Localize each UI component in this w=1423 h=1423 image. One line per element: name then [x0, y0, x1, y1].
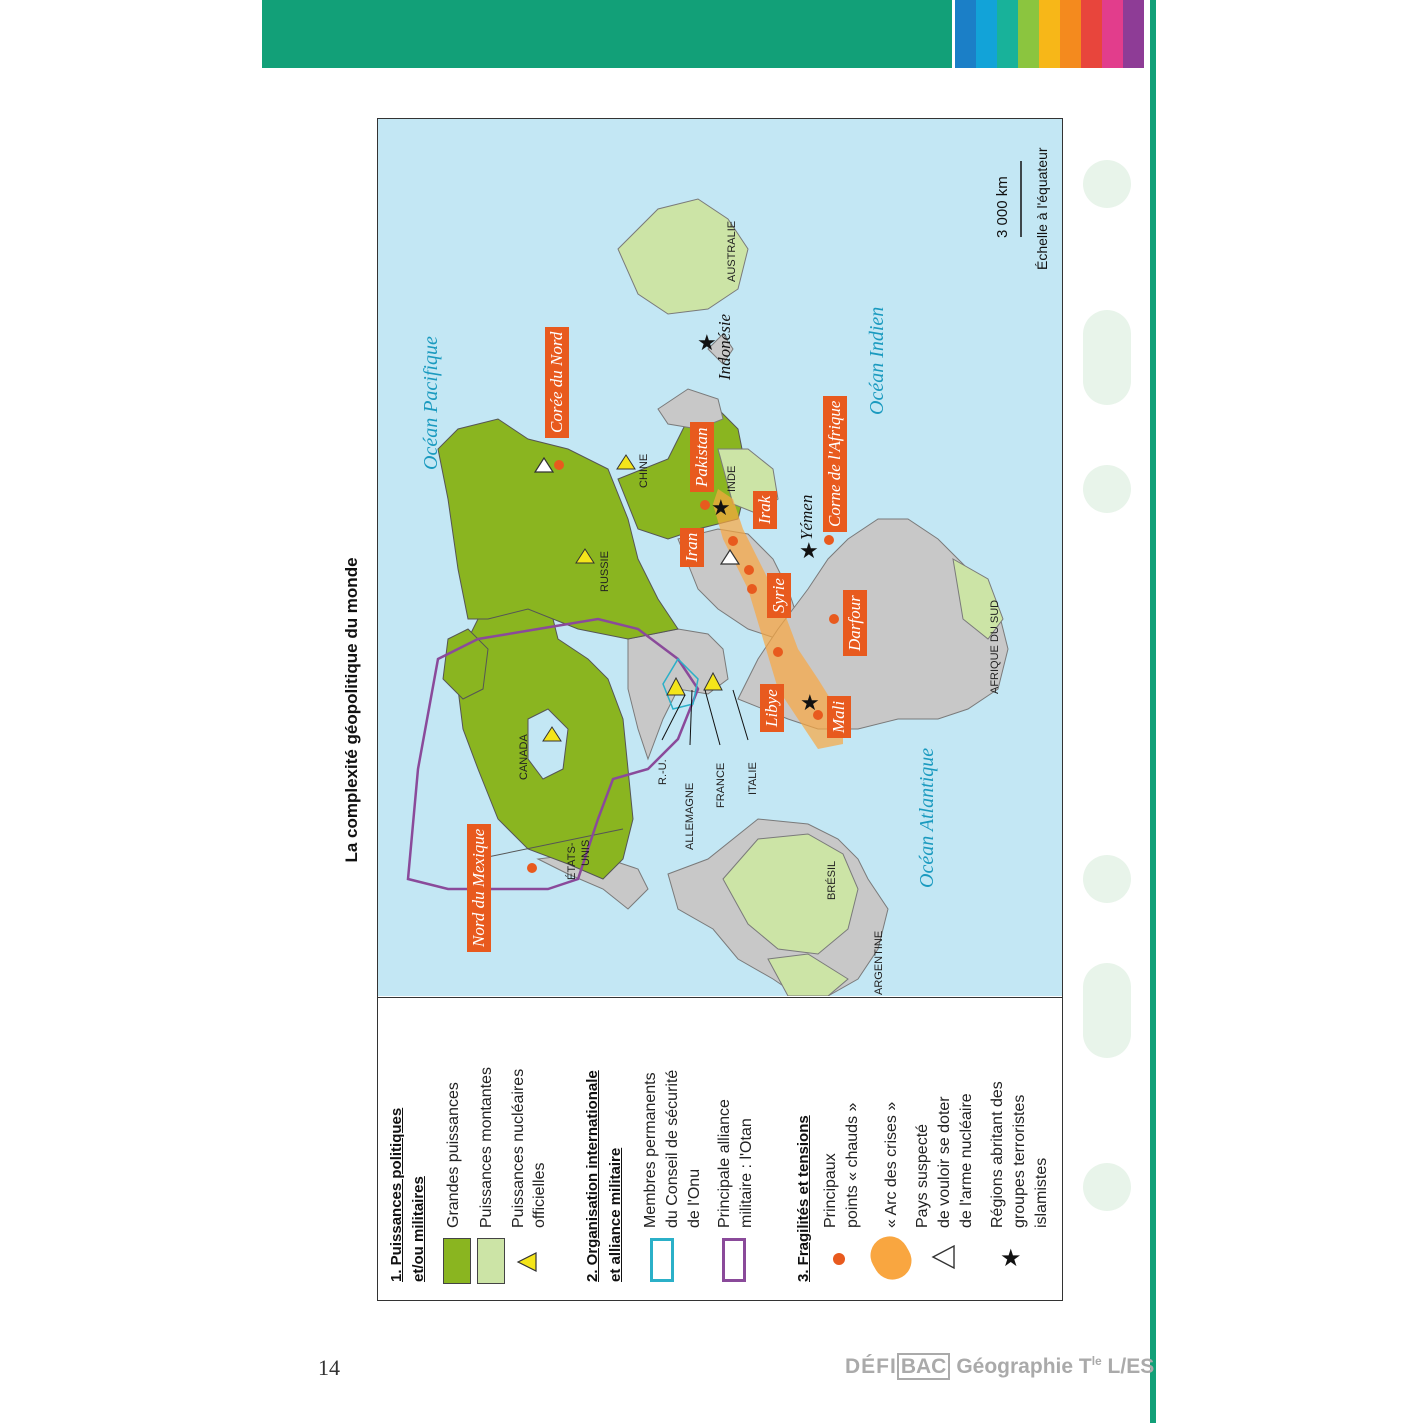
country-label: AFRIQUE DU SUD	[989, 599, 1001, 694]
legend-label: Principaux	[822, 1153, 839, 1228]
ocean-label: Océan Pacifique	[420, 336, 442, 470]
country-label: INDE	[726, 465, 738, 492]
country-label: BRÉSIL	[826, 860, 838, 900]
country-label: ITALIE	[747, 762, 759, 795]
map-frame	[377, 118, 1063, 1301]
footer-subject: Géographie T	[956, 1355, 1092, 1378]
color-stripe	[976, 0, 997, 68]
legend-label: Membres permanents	[642, 1072, 659, 1228]
legend-section-title: 1. Puissances politiques	[388, 1107, 405, 1282]
legend-section-title: et alliance militaire	[607, 1147, 624, 1282]
color-stripe	[1039, 0, 1060, 68]
legend-label: points « chauds »	[844, 1102, 861, 1228]
footer-level: le	[1091, 1354, 1102, 1368]
country-label: FRANCE	[715, 762, 727, 808]
legend-label: de l'Onu	[686, 1168, 703, 1228]
hotspot-tag: Corne de l'Afrique	[823, 396, 847, 532]
ocean-label: Océan Atlantique	[916, 747, 938, 888]
scale-note: Échelle à l'équateur	[1034, 147, 1050, 270]
page-number: 14	[318, 1355, 340, 1380]
index-tab	[1083, 465, 1131, 513]
legend-section-title: 3. Fragilités et tensions	[795, 1115, 812, 1282]
terror-star-icon: ★	[1000, 1244, 1022, 1272]
footer-series: L/ES	[1101, 1355, 1155, 1378]
legend-label: de l'arme nucléaire	[958, 1093, 975, 1228]
color-stripe	[1018, 0, 1039, 68]
legend-section-title: 2. Organisation internationale	[584, 1070, 601, 1282]
header-band	[262, 0, 952, 68]
legend-label: Principale alliance	[716, 1099, 733, 1228]
hotspot-tag: Darfour	[843, 590, 867, 656]
legend-label: Puissances montantes	[478, 1067, 495, 1228]
hotspot-tag: Irak	[753, 491, 777, 529]
terror-star: ★	[799, 539, 819, 564]
legend-label: groupes terroristes	[1011, 1094, 1028, 1228]
hotspot-tag: Pakistan	[690, 423, 714, 493]
terror-star: ★	[711, 496, 731, 521]
index-tab	[1083, 310, 1131, 405]
legend-label: Grandes puissances	[445, 1082, 462, 1228]
footer-brand: DÉFI	[845, 1355, 897, 1378]
legend-section-title: et/ou militaires	[410, 1176, 427, 1282]
color-stripe	[1060, 0, 1081, 68]
legend-label: Puissances nucléaires	[510, 1068, 527, 1228]
color-stripe	[1081, 0, 1102, 68]
index-tab	[1083, 963, 1131, 1058]
index-tab	[1083, 1163, 1131, 1211]
country-label: UNIS	[580, 839, 592, 866]
map-title-wrap	[337, 520, 367, 900]
country-label: RUSSIE	[599, 551, 611, 592]
hotspot-tag: Corée du Nord	[545, 327, 569, 438]
country-label: Yémen	[797, 494, 816, 540]
footer-title	[845, 1354, 1154, 1379]
legend-label: de vouloir se doter	[936, 1096, 953, 1228]
legend-label: militaire : l'Otan	[738, 1118, 755, 1228]
hotspot-tag: Nord du Mexique	[467, 824, 491, 952]
legend-label: « Arc des crises »	[883, 1101, 900, 1228]
terror-star: ★	[697, 331, 717, 356]
country-label: R.-U.	[657, 759, 669, 785]
legend-label: Régions abritant des	[989, 1081, 1006, 1228]
hotspot-tag: Mali	[827, 696, 851, 738]
country-label: CHINE	[638, 453, 650, 488]
hotspot-tag: Libye	[760, 684, 784, 732]
country-label: AUSTRALIE	[726, 220, 738, 282]
legend-label: du Conseil de sécurité	[664, 1069, 681, 1228]
color-stripe	[1102, 0, 1123, 68]
index-tab	[1083, 160, 1131, 208]
country-label: Indonésie	[715, 313, 734, 380]
legend-label: officielles	[531, 1162, 548, 1228]
country-label: ALLEMAGNE	[684, 782, 696, 850]
scale-distance: 3 000 km	[994, 176, 1011, 238]
map-title: La complexité géopolitique du monde	[342, 557, 361, 863]
legend-label: Pays suspecté	[914, 1123, 931, 1228]
index-tab	[1083, 855, 1131, 903]
hotspot-tag: Iran	[680, 528, 704, 567]
hotspot-tag: Syrie	[767, 573, 791, 618]
color-stripe	[1123, 0, 1144, 68]
color-stripe	[955, 0, 976, 68]
country-label: ÉTATS-	[566, 842, 578, 880]
footer-bac: BAC	[897, 1353, 951, 1380]
ocean-label: Océan Indien	[866, 306, 888, 415]
country-label: CANADA	[518, 734, 530, 780]
country-label: ARGENTINE	[873, 930, 885, 995]
legend-label: islamistes	[1033, 1157, 1050, 1228]
page-edge-line	[1150, 0, 1156, 1423]
terror-star: ★	[800, 691, 820, 716]
color-stripe	[997, 0, 1018, 68]
